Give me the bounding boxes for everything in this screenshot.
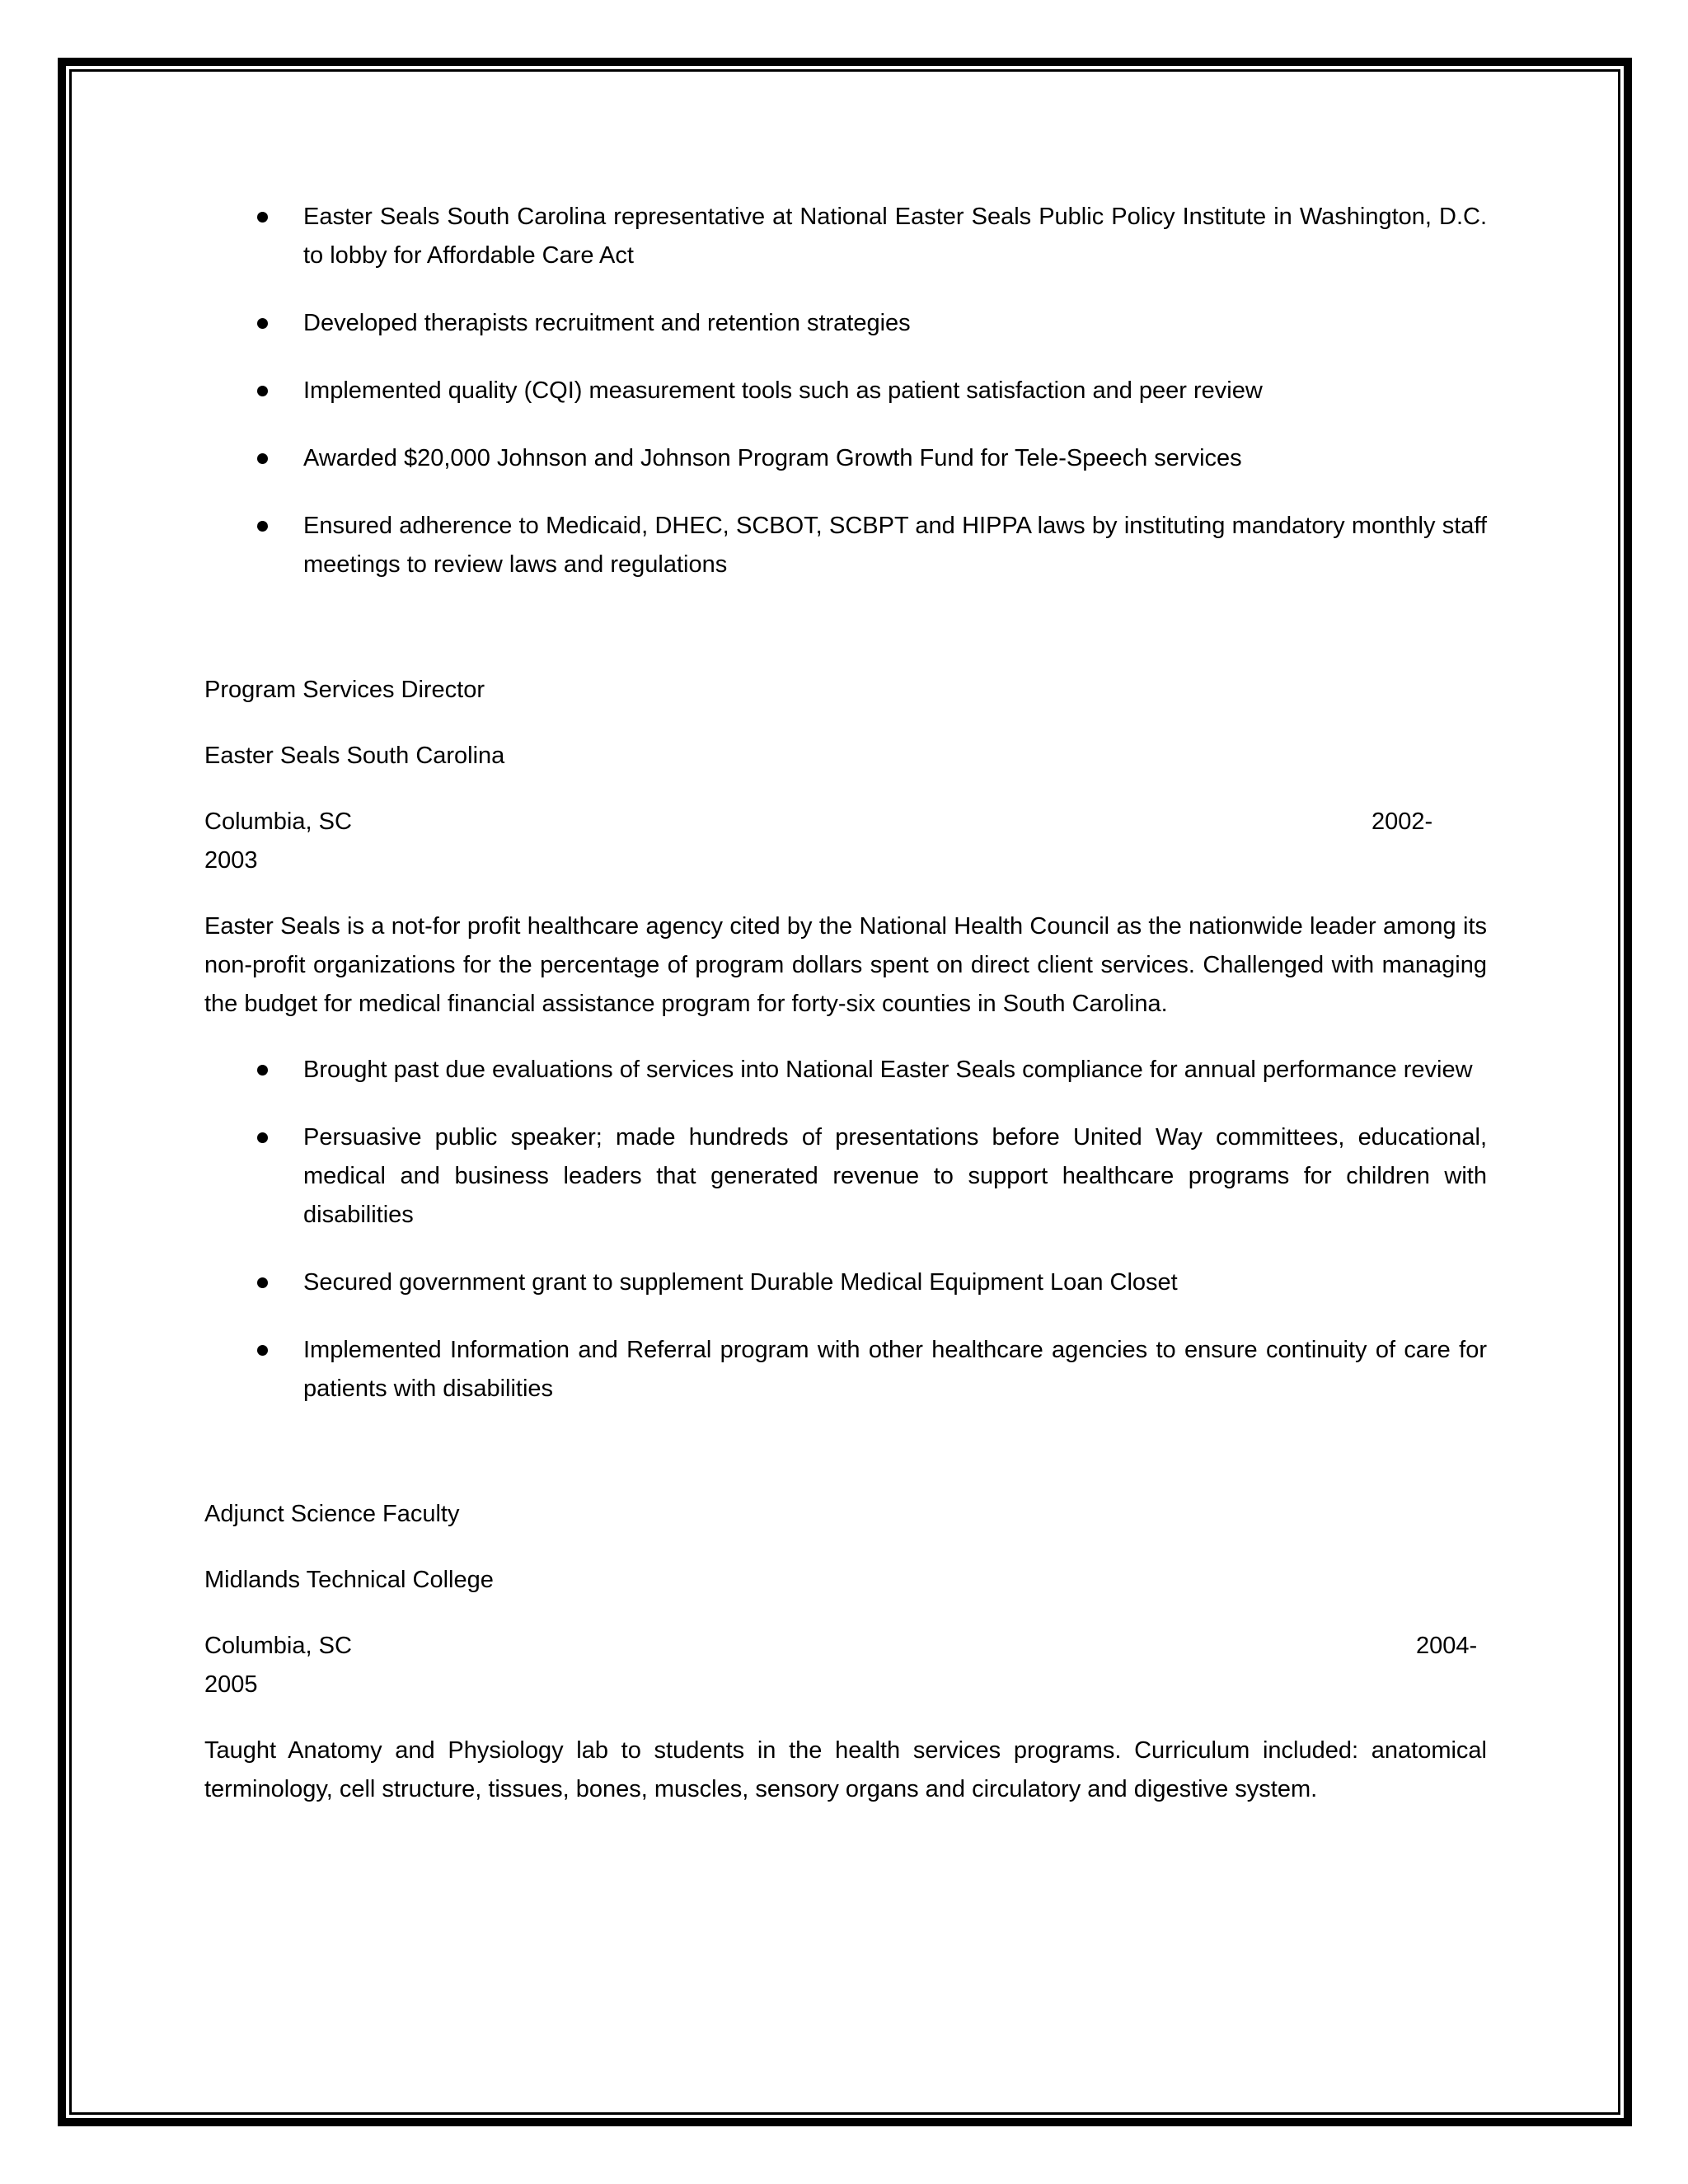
job-description: Easter Seals is a not-for profit healthcare agency cited by the National Health Council as the nationwide leader among its non-profit organizations for the percentage of program dollars spent on direct client services. Challenged with managing the budget for medical financial assistance program for forty-six counties in South Carolina. xyxy=(204,913,1487,1017)
job-entry-program-services-director xyxy=(204,671,1487,1408)
job-entry-adjunct-science-faculty xyxy=(204,1495,1487,1809)
job-title: Program Services Director xyxy=(204,677,485,703)
job-location: Columbia, SC xyxy=(204,808,352,835)
job-years-end: 2003 xyxy=(204,847,258,874)
resume-content xyxy=(204,198,1487,1836)
list-item: Secured government grant to supplement Durable Medical Equipment Loan Closet xyxy=(204,1263,1487,1302)
list-item: Easter Seals South Carolina representative at National Easter Seals Public Policy Institute in Washington, D.C. to lobby for Affordable Care Act xyxy=(204,198,1487,275)
list-item: Persuasive public speaker; made hundreds of presentations before United Way committees, educational, medical and business leaders that generated revenue to support healthcare programs for children with disabilities xyxy=(204,1118,1487,1235)
list-item: Developed therapists recruitment and retention strategies xyxy=(204,304,1487,343)
job-years-start: 2004- xyxy=(1416,1633,1478,1659)
job-organization: Midlands Technical College xyxy=(204,1567,494,1593)
job-location: Columbia, SC xyxy=(204,1633,352,1659)
job-location-row xyxy=(204,1627,1487,1704)
job-description: Taught Anatomy and Physiology lab to students in the health services programs. Curriculum included: anatomical terminology, cell structure, tissues, bones, muscles, sensory organs and circulatory and digestive system. xyxy=(204,1737,1487,1802)
job-years-end: 2005 xyxy=(204,1671,258,1698)
list-item: Brought past due evaluations of services into National Easter Seals compliance for annual performance review xyxy=(204,1051,1487,1090)
job-years-start: 2002- xyxy=(1372,808,1433,835)
list-item: Ensured adherence to Medicaid, DHEC, SCBOT, SCBPT and HIPPA laws by instituting mandatory monthly staff meetings to review laws and regulations xyxy=(204,507,1487,584)
list-item: Awarded $20,000 Johnson and Johnson Program Growth Fund for Tele-Speech services xyxy=(204,439,1487,478)
top-bullet-list xyxy=(204,198,1487,584)
job-location-row xyxy=(204,803,1487,880)
job-organization: Easter Seals South Carolina xyxy=(204,743,505,769)
list-item: Implemented quality (CQI) measurement tools such as patient satisfaction and peer review xyxy=(204,372,1487,410)
job-bullet-list xyxy=(204,1051,1487,1408)
job-title: Adjunct Science Faculty xyxy=(204,1501,460,1527)
list-item: Implemented Information and Referral program with other healthcare agencies to ensure continuity of care for patients with disabilities xyxy=(204,1331,1487,1408)
